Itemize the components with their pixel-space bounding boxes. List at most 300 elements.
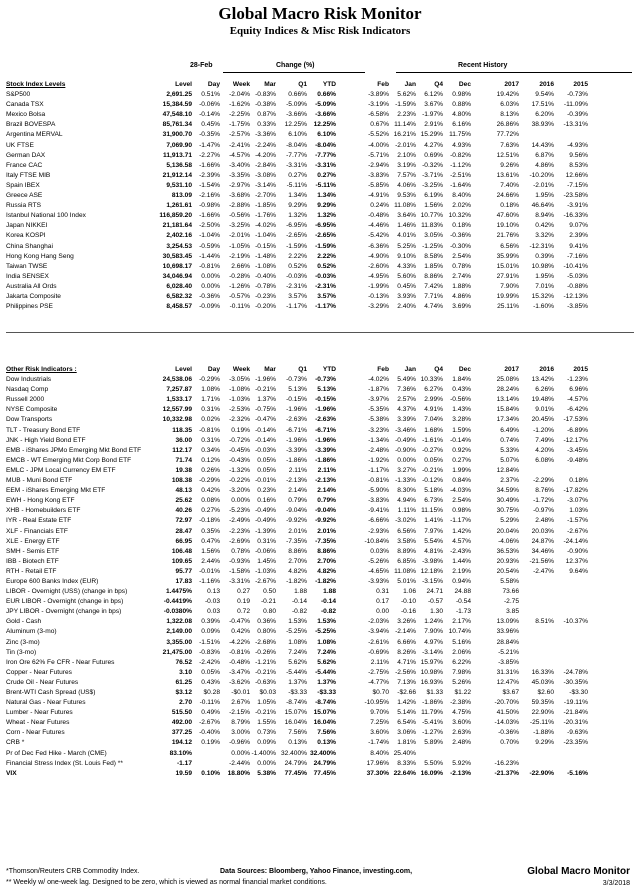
cell-level: 66.95	[175, 537, 192, 545]
cell-jan: 11.08%	[394, 567, 416, 575]
row-label: SMH - Semis ETF	[6, 547, 60, 555]
column-header-week: Week	[232, 366, 250, 373]
cell-y2017: -5.21%	[498, 648, 519, 656]
cell-jan: 3.58%	[397, 537, 416, 545]
cell-day: -0.81%	[199, 262, 220, 270]
row-label: Greece ASE	[6, 192, 43, 200]
cell-q4: 4.74%	[424, 303, 443, 311]
cell-y2017: 28.84%	[496, 638, 519, 646]
cell-dec: 1.43%	[452, 406, 471, 414]
table-row	[6, 385, 588, 395]
column-header-y2016: 2016	[539, 81, 554, 88]
cell-q4: 3.05%	[424, 232, 443, 240]
cell-mar: -4.02%	[255, 222, 276, 230]
cell-y2015: -7.15%	[567, 181, 588, 189]
cell-week: -4.57%	[229, 151, 250, 159]
cell-q1: 0.27%	[288, 171, 307, 179]
cell-jan: 25.40%	[393, 749, 416, 757]
cell-y2015: -6.89%	[567, 426, 588, 434]
cell-y2017: 19.10%	[496, 222, 519, 230]
cell-jan: -0.49%	[395, 436, 416, 444]
cell-dec: 2.54%	[452, 497, 471, 505]
table-row	[6, 201, 588, 211]
cell-jan: 4.71%	[397, 658, 416, 666]
row-label: MUB - Muni Bond ETF	[6, 477, 73, 485]
cell-y2016: -12.31%	[529, 242, 554, 250]
cell-jan: -$2.66	[397, 689, 416, 696]
cell-ytd: 5.13%	[317, 386, 336, 394]
cell-day: 0.35%	[201, 527, 220, 535]
cell-mar: -0.14%	[255, 426, 276, 434]
cell-y2015: -30.35%	[563, 678, 588, 686]
cell-level: 10,332.98	[162, 416, 192, 424]
cell-q4: 7.90%	[424, 628, 443, 636]
cell-mar: -3.14%	[255, 181, 276, 189]
table-row	[6, 607, 588, 617]
cell-jan: 5.01%	[397, 577, 416, 585]
cell-y2015: -3.85%	[567, 303, 588, 311]
row-label: Tin (3-mo)	[6, 648, 37, 656]
cell-ytd: -9.04%	[315, 507, 336, 515]
cell-mar: 0.05%	[257, 466, 276, 474]
cell-ytd: 1.34%	[317, 192, 336, 200]
table-row	[6, 90, 588, 100]
other-risk-table	[6, 365, 588, 779]
cell-ytd: 3.57%	[317, 292, 336, 300]
cell-ytd: -8.04%	[315, 141, 336, 149]
cell-y2015	[554, 597, 588, 607]
cell-level: 83.10%	[169, 749, 192, 757]
cell-day: 0.10%	[201, 769, 220, 777]
cell-q4: 1.68%	[424, 426, 443, 434]
cell-y2016: 1.95%	[535, 192, 554, 200]
cell-q1: -9.04%	[286, 507, 307, 515]
cell-dec: 0.98%	[452, 91, 471, 99]
table-row	[6, 395, 588, 405]
cell-feb: -6.36%	[368, 242, 389, 250]
cell-feb: -2.75%	[368, 668, 389, 676]
cell-y2015: -24.78%	[563, 668, 588, 676]
cell-ytd: 1.53%	[317, 618, 336, 626]
cell-q1: -6.95%	[286, 222, 307, 230]
cell-y2017: -3.85%	[498, 658, 519, 666]
cell-ytd: 5.62%	[317, 658, 336, 666]
table-row	[6, 486, 588, 496]
cell-q1: 6.10%	[288, 131, 307, 139]
cell-day: -0.29%	[199, 477, 220, 485]
cell-feb: -3.29%	[368, 303, 389, 311]
cell-y2017: 47.60%	[496, 212, 519, 220]
cell-week: -0.22%	[229, 477, 250, 485]
cell-mar: -0.21%	[255, 709, 276, 717]
cell-feb: 37.30%	[366, 769, 389, 777]
cell-jan: 22.64%	[393, 769, 416, 777]
cell-y2017: 5.29%	[500, 517, 519, 525]
row-label: Aluminum (3-mo)	[6, 628, 57, 636]
cell-jan: 5.14%	[397, 709, 416, 717]
cell-mar: 0.33%	[257, 121, 276, 129]
cell-y2016: 6.08%	[535, 456, 554, 464]
cell-q1: 24.79%	[284, 759, 307, 767]
cell-day: -1.51%	[199, 638, 220, 646]
cell-y2017: 6.03%	[500, 101, 519, 109]
cell-y2015: -23.35%	[563, 739, 588, 747]
row-label: Wheat - Near Futures	[6, 719, 70, 727]
cell-y2015: -16.33%	[563, 212, 588, 220]
table-row	[6, 587, 588, 597]
brand-name: Global Macro Monitor	[527, 866, 630, 877]
cell-ytd: 9.29%	[317, 202, 336, 210]
row-label: S&P500	[6, 91, 31, 99]
cell-y2017: -2.75	[503, 598, 519, 606]
cell-mar: 1.45%	[257, 557, 276, 565]
table-row	[6, 527, 588, 537]
cell-day: -0.98%	[199, 202, 220, 210]
cell-dec: 4.57%	[452, 537, 471, 545]
cell-y2016: 7.01%	[535, 282, 554, 290]
column-header-mar: Mar	[264, 81, 276, 88]
cell-q1: 9.29%	[288, 202, 307, 210]
cell-q4: 6.19%	[424, 192, 443, 200]
cell-feb: -2.61%	[368, 638, 389, 646]
as-of-date: 28-Feb	[190, 62, 213, 69]
row-label: NYSE Composite	[6, 406, 58, 414]
cell-q1: -3.66%	[286, 111, 307, 119]
row-label: EMCB - WT Emerging Mkt Corp Bond ETF	[6, 456, 132, 464]
cell-jan: 5.62%	[397, 91, 416, 99]
cell-level: 3,355.00	[166, 638, 192, 646]
cell-mar: -0.38%	[255, 101, 276, 109]
cell-dec: 1.99%	[452, 466, 471, 474]
table-row	[6, 130, 588, 140]
cell-y2017: 6.56%	[500, 242, 519, 250]
cell-y2016: 59.35%	[531, 699, 554, 707]
cell-q1: -3.31%	[286, 161, 307, 169]
cell-jan: 6.85%	[397, 557, 416, 565]
cell-y2017: 20.04%	[496, 527, 519, 535]
cell-y2016: -1.72%	[533, 497, 554, 505]
cell-y2016	[519, 749, 554, 759]
cell-q4: 1.30	[430, 608, 443, 616]
cell-y2015: -24.14%	[563, 537, 588, 545]
cell-ytd: 4.82%	[317, 567, 336, 575]
cell-feb: -5.35%	[368, 406, 389, 414]
cell-y2016	[519, 627, 554, 637]
cell-week: -0.93%	[229, 557, 250, 565]
cell-dec: -4.03%	[450, 487, 471, 495]
cell-mar: -0.63%	[255, 678, 276, 686]
cell-ytd: -5.09%	[315, 101, 336, 109]
cell-y2017: 24.66%	[496, 192, 519, 200]
cell-y2015: -0.39%	[567, 111, 588, 119]
cell-week: -3.40%	[229, 161, 250, 169]
row-label: Brazil BOVESPA	[6, 121, 56, 129]
cell-mar: 1.55%	[257, 719, 276, 727]
change-header: Change (%)	[276, 62, 315, 69]
table-row	[6, 496, 588, 506]
cell-y2016: 38.93%	[531, 121, 554, 129]
cell-ytd: -3.31%	[315, 161, 336, 169]
cell-y2015	[554, 759, 588, 769]
cell-q1: 2.01%	[288, 527, 307, 535]
cell-ytd: 32.400%	[309, 749, 336, 757]
table-row	[6, 557, 588, 567]
cell-jan: 3.26%	[397, 618, 416, 626]
cell-jan: 8.26%	[397, 648, 416, 656]
cell-dec: 6.16%	[452, 121, 471, 129]
row-label: Italy FTSE MIB	[6, 171, 51, 179]
cell-jan: 6.66%	[397, 638, 416, 646]
cell-q1: 1.88	[294, 588, 307, 596]
cell-mar: -1.08%	[255, 262, 276, 270]
cell-day: 0.47%	[201, 537, 220, 545]
cell-y2016: 8.51%	[535, 618, 554, 626]
table-row	[6, 456, 588, 466]
cell-y2017: 77.72%	[496, 131, 519, 139]
cell-level: 48.13	[175, 487, 192, 495]
cell-level: 61.25	[175, 678, 192, 686]
row-label: Mexico Bolsa	[6, 111, 46, 119]
cell-y2017: 7.90%	[500, 282, 519, 290]
cell-y2016: 20.45%	[531, 416, 554, 424]
cell-q4: 7.04%	[424, 416, 443, 424]
cell-y2017: 73.66	[502, 588, 519, 596]
cell-feb: -3.23%	[368, 426, 389, 434]
cell-y2017: 21.76%	[496, 232, 519, 240]
cell-y2016: 22.90%	[531, 709, 554, 717]
cell-ytd: -1.17%	[315, 303, 336, 311]
cell-ytd: -2.13%	[315, 477, 336, 485]
cell-ytd: 1.08%	[317, 638, 336, 646]
cell-q4: 7.42%	[424, 282, 443, 290]
cell-day	[192, 749, 220, 759]
cell-y2015: 12.37%	[565, 557, 588, 565]
cell-week: -3.25%	[229, 222, 250, 230]
table-row	[6, 141, 588, 151]
table-row	[6, 151, 588, 161]
cell-y2015: -21.84%	[563, 709, 588, 717]
table-row	[6, 181, 588, 191]
cell-level: 12,557.99	[162, 406, 192, 414]
column-header-y2017: 2017	[504, 366, 519, 373]
cell-week: 18.80%	[227, 769, 250, 777]
cell-y2016	[519, 648, 554, 658]
cell-day: 1.56%	[201, 547, 220, 555]
cell-feb: -0.81%	[368, 477, 389, 485]
cell-ytd: -3.66%	[315, 111, 336, 119]
cell-feb: 0.31	[376, 588, 389, 596]
cell-q4: 6.12%	[424, 91, 443, 99]
cell-q4: 5.18%	[424, 487, 443, 495]
cell-feb: -0.69%	[368, 648, 389, 656]
row-label: France CAC	[6, 161, 43, 169]
cell-y2017: 36.53%	[496, 547, 519, 555]
cell-y2017: 9.26%	[500, 161, 519, 169]
cell-dec: 0.43%	[452, 386, 471, 394]
table-row	[6, 708, 588, 718]
cell-q1: 1.53%	[288, 618, 307, 626]
table-row	[6, 577, 588, 587]
cell-q1: -1.96%	[286, 436, 307, 444]
cell-ytd: 2.70%	[317, 557, 336, 565]
cell-y2016: 4.20%	[535, 446, 554, 454]
cell-level: 515.50	[171, 709, 192, 717]
cell-day: -2.39%	[199, 171, 220, 179]
cell-day: -2.50%	[199, 222, 220, 230]
cell-y2017: 7.63%	[500, 141, 519, 149]
cell-dec: -0.14%	[450, 436, 471, 444]
cell-dec: -2.43%	[450, 547, 471, 555]
cell-y2016: 4.86%	[535, 161, 554, 169]
cell-level: 71.74	[175, 456, 192, 464]
table-row	[6, 688, 588, 698]
cell-feb: 9.70%	[370, 709, 389, 717]
cell-ytd: 2.22%	[317, 252, 336, 260]
cell-mar: -0.03%	[255, 446, 276, 454]
cell-y2015: 9.64%	[569, 567, 588, 575]
cell-q1: 2.11%	[288, 466, 307, 474]
cell-q4: -3.15%	[422, 577, 443, 585]
cell-q1: 12.25%	[284, 121, 307, 129]
cell-week: -0.28%	[229, 272, 250, 280]
cell-dec: 2.63%	[452, 729, 471, 737]
cell-q1: -2.13%	[286, 477, 307, 485]
cell-feb: -3.83%	[368, 497, 389, 505]
cell-y2017: -0.36%	[498, 729, 519, 737]
cell-feb: -5.26%	[368, 557, 389, 565]
cell-feb: -3.93%	[368, 577, 389, 585]
cell-day: 1.08%	[201, 386, 220, 394]
column-header-feb: Feb	[377, 81, 389, 88]
cell-dec: 0.92%	[452, 446, 471, 454]
row-label: Gold - Cash	[6, 618, 42, 626]
cell-level: 21,912.14	[162, 171, 192, 179]
cell-q4: 11.79%	[421, 709, 443, 717]
cell-q4: 15.29%	[420, 131, 443, 139]
cell-dec: 2.48%	[452, 739, 471, 747]
cell-q1: 0.79%	[288, 497, 307, 505]
row-label: TLT - Treasury Bond ETF	[6, 426, 81, 434]
cell-y2016: -21.56%	[529, 557, 554, 565]
cell-week: 2.66%	[231, 262, 250, 270]
cell-q1: -0.03%	[286, 272, 307, 280]
table-row	[6, 110, 588, 120]
cell-level: 108.38	[171, 477, 192, 485]
row-label: Dow Transports	[6, 416, 53, 424]
cell-feb: -4.65%	[368, 567, 389, 575]
cell-level: 31,900.70	[162, 131, 192, 139]
cell-day: -1.66%	[199, 161, 220, 169]
cell-week: -0.43%	[229, 456, 250, 464]
cell-mar: 0.16%	[257, 497, 276, 505]
cell-jan: -0.10	[400, 598, 416, 606]
row-label: Corn - Near Futures	[6, 729, 65, 737]
cell-level: -0.4419%	[163, 598, 192, 606]
cell-q1: 1.32%	[288, 212, 307, 220]
row-label: Russell 2000	[6, 396, 45, 404]
history-header-underline	[396, 72, 632, 73]
cell-ytd: 77.45%	[313, 769, 336, 777]
cell-y2017: 17.34%	[496, 416, 519, 424]
cell-day: 0.31%	[201, 406, 220, 414]
table-row	[6, 738, 588, 748]
cell-y2016: 1.95%	[535, 272, 554, 280]
cell-week: -$0.01	[231, 689, 250, 696]
cell-day: -0.06%	[199, 101, 220, 109]
cell-dec: 4.75%	[452, 709, 471, 717]
cell-week: -2.25%	[229, 111, 250, 119]
cell-q4: 1.85%	[424, 262, 443, 270]
cell-y2016: -1.88%	[533, 729, 554, 737]
cell-week: -2.49%	[229, 517, 250, 525]
cell-y2016: 15.32%	[531, 292, 554, 300]
cell-y2015: -5.16%	[567, 769, 588, 777]
cell-feb: -3.83%	[368, 171, 389, 179]
cell-mar: 0.31%	[257, 537, 276, 545]
cell-dec: 0.84%	[452, 477, 471, 485]
cell-q4: 11.15%	[421, 507, 443, 515]
cell-day: -1.04%	[199, 232, 220, 240]
cell-y2016: 3.32%	[535, 232, 554, 240]
cell-level: 112.17	[172, 446, 192, 454]
cell-day: -1.47%	[199, 141, 220, 149]
cell-dec: -1.17%	[450, 517, 471, 525]
cell-q1: 8.86%	[288, 547, 307, 555]
cell-day: 0.31%	[201, 436, 220, 444]
cell-q4: 12.18%	[420, 567, 443, 575]
row-label: Lumber - Near Futures	[6, 709, 73, 717]
cell-q1: 2.14%	[288, 487, 307, 495]
column-header-q4: Q4	[434, 366, 443, 373]
cell-q4: -0.21%	[422, 466, 443, 474]
cell-day: -0.36%	[199, 292, 220, 300]
cell-y2015: -9.48%	[567, 456, 588, 464]
cell-ytd: -2.31%	[315, 282, 336, 290]
cell-y2017: 13.14%	[496, 396, 519, 404]
cell-y2015: -0.90%	[567, 547, 588, 555]
cell-level: 95.77	[175, 567, 192, 575]
cell-day: -1.54%	[199, 181, 220, 189]
cell-mar: -1.48%	[255, 252, 276, 260]
cell-q1: 16.04%	[284, 719, 307, 727]
cell-q4: -1.97%	[422, 111, 443, 119]
cell-q4: 0.69%	[424, 151, 443, 159]
cell-level: 9,531.10	[166, 181, 192, 189]
cell-q4: 6.73%	[424, 497, 443, 505]
cell-week: -0.72%	[229, 436, 250, 444]
cell-q4: 3.67%	[424, 101, 443, 109]
cell-dec: 0.78%	[452, 262, 471, 270]
cell-week: -0.96%	[229, 739, 250, 747]
cell-dec: -0.82%	[450, 151, 471, 159]
cell-level: 40.26	[175, 507, 192, 515]
cell-ytd: -5.11%	[315, 181, 336, 189]
cell-y2016: 6.26%	[535, 386, 554, 394]
cell-jan: 2.57%	[397, 396, 416, 404]
cell-jan: 9.10%	[397, 252, 416, 260]
column-header-jan: Jan	[404, 366, 416, 373]
column-header-ytd: YTD	[322, 81, 336, 88]
cell-jan: 3.06%	[397, 729, 416, 737]
cell-y2015: -19.11%	[563, 699, 588, 707]
cell-y2015: -12.17%	[563, 436, 588, 444]
cell-dec: -2.13%	[450, 769, 471, 777]
table-row	[6, 436, 588, 446]
table-row	[6, 537, 588, 547]
cell-dec: 0.18%	[452, 222, 471, 230]
cell-jan: 4.94%	[397, 497, 416, 505]
cell-day: -0.03	[204, 598, 220, 606]
